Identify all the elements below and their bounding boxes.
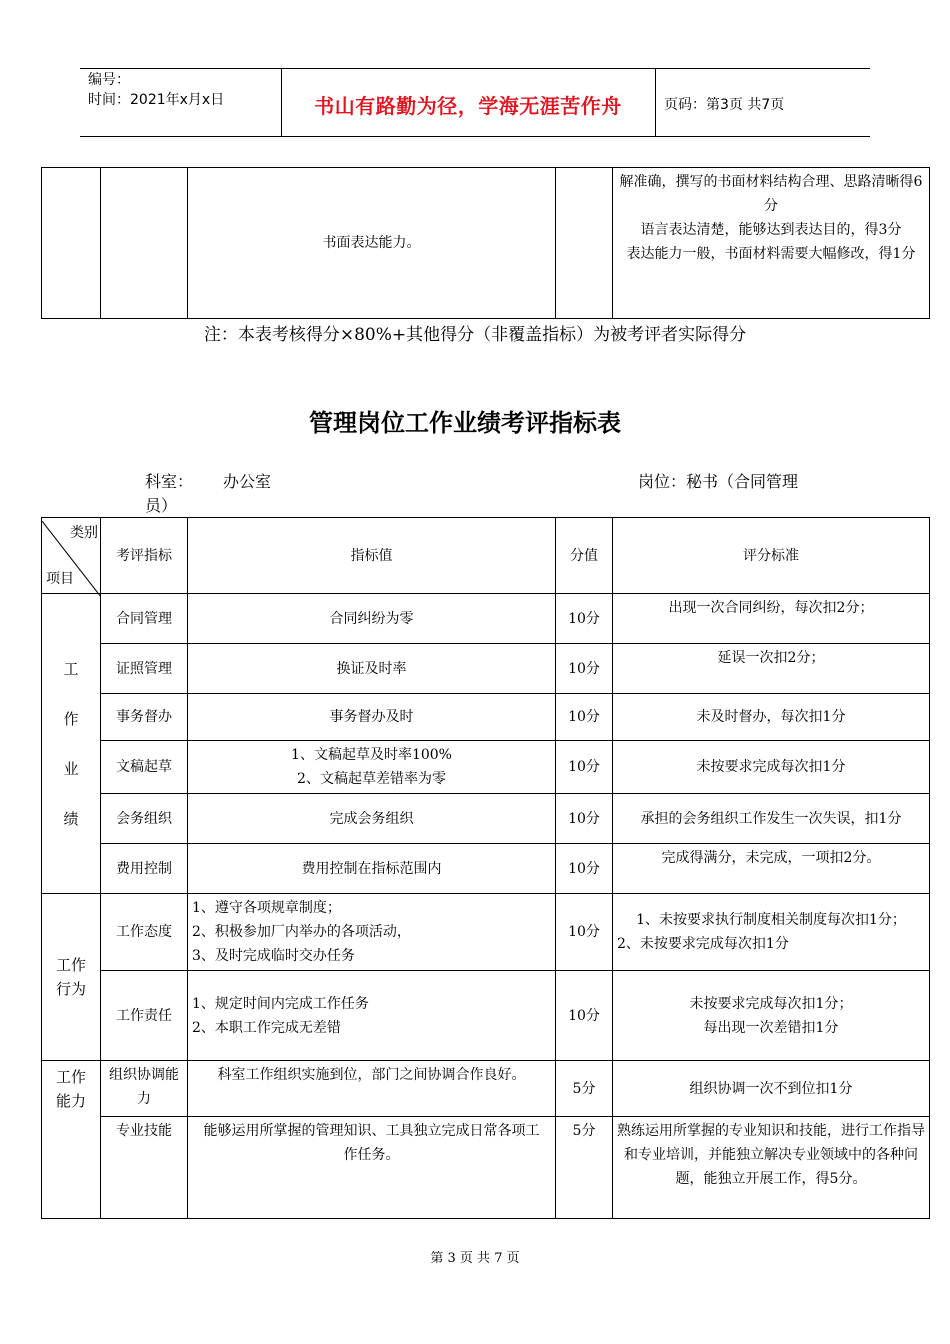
group-char: 作	[63, 709, 79, 728]
row-criteria: 承担的会务组织工作发生一次失误，扣1分	[613, 794, 930, 844]
header-score: 分值	[556, 518, 613, 594]
time-label: 时间：2021年x月x日	[88, 92, 225, 108]
header-motto: 书山有路勤为径，学海无涯苦作舟	[314, 94, 622, 118]
row-score: 10分	[556, 694, 613, 741]
row-value: 合同纠纷为零	[188, 594, 556, 644]
row-name: 合同管理	[101, 594, 188, 644]
row-criteria	[613, 894, 930, 971]
row-score: 10分	[556, 844, 613, 894]
row-criteria-line: 每出现一次差错扣1分	[703, 1019, 839, 1036]
prev-cell-empty-3	[556, 168, 613, 319]
row-criteria: 出现一次合同纠纷，每次扣2分；	[613, 594, 930, 644]
row-value-line: 1、规定时间内完成工作任务	[192, 995, 369, 1012]
table-row	[42, 971, 930, 1061]
diag-header-cell	[42, 518, 101, 594]
row-name: 文稿起草	[101, 741, 188, 794]
note: 注：本表考核得分×80%+其他得分（非覆盖指标）为被考评者实际得分	[203, 325, 747, 345]
row-criteria-line: 1、未按要求执行制度相关制度每次扣1分；	[636, 912, 906, 928]
row-value: 费用控制在指标范围内	[188, 844, 556, 894]
table-row	[42, 894, 930, 971]
table-row	[42, 594, 930, 644]
row-value-line: 2、文稿起草差错率为零	[297, 771, 446, 787]
row-criteria: 延误一次扣2分；	[613, 644, 930, 694]
row-value-line: 1、遵守各项规章制度；	[192, 900, 341, 916]
table-row	[42, 794, 930, 844]
header-indicator: 考评指标	[101, 518, 188, 594]
assessment-table	[41, 517, 930, 1219]
prev-indicator: 书面表达能力。	[188, 168, 556, 319]
row-name: 组织协调能力	[101, 1061, 188, 1117]
prev-criteria-line: 解准确，撰写的书面材料结构合理、思路清晰得6分	[619, 174, 923, 214]
dept-value: 办公室	[223, 472, 272, 491]
group-char: 业	[63, 759, 79, 778]
row-score: 5分	[556, 1117, 613, 1219]
row-criteria	[613, 971, 930, 1061]
group-char: 工	[63, 659, 79, 678]
header-value: 指标值	[188, 518, 556, 594]
dept-label: 科室：	[145, 472, 194, 491]
row-criteria-line: 2、未按要求完成每次扣1分	[617, 936, 789, 952]
row-value	[188, 894, 556, 971]
row-value	[188, 741, 556, 794]
table-row	[42, 1061, 930, 1117]
row-value-line: 2、积极参加厂内举办的各项活动，	[192, 924, 411, 940]
table-header-row	[42, 518, 930, 594]
row-criteria: 组织协调一次不到位扣1分	[613, 1061, 930, 1117]
row-value	[188, 971, 556, 1061]
table-row	[42, 844, 930, 894]
row-value-line: 2、本职工作完成无差错	[192, 1019, 341, 1036]
table-row	[42, 644, 930, 694]
header-item: 项目	[46, 570, 74, 587]
row-name: 证照管理	[101, 644, 188, 694]
row-value: 科室工作组织实施到位，部门之间协调合作良好。	[188, 1061, 556, 1117]
row-value: 能够运用所掌握的管理知识、工具独立完成日常各项工作任务。	[188, 1117, 556, 1219]
dept-info	[145, 470, 271, 518]
row-name: 工作态度	[101, 894, 188, 971]
group-ability: 工作能力	[42, 1061, 101, 1219]
prev-table	[41, 167, 930, 319]
table-row	[42, 1117, 930, 1219]
prev-cell-empty-1	[42, 168, 101, 319]
row-criteria: 未按要求完成每次扣1分	[613, 741, 930, 794]
row-score: 10分	[556, 741, 613, 794]
row-value: 换证及时率	[188, 644, 556, 694]
header-divider-2	[655, 69, 656, 136]
row-name: 会务组织	[101, 794, 188, 844]
header-criteria: 评分标准	[613, 518, 930, 594]
row-value-line: 1、文稿起草及时率100%	[291, 747, 452, 763]
prev-criteria-line: 语言表达清楚，能够达到表达目的，得3分	[640, 222, 902, 238]
row-name: 工作责任	[101, 971, 188, 1061]
prev-cell-empty-2	[101, 168, 188, 319]
page-title: 管理岗位工作业绩考评指标表	[309, 408, 621, 437]
row-criteria: 完成得满分，未完成，一项扣2分。	[613, 844, 930, 894]
row-score: 10分	[556, 894, 613, 971]
header-divider-1	[281, 69, 282, 136]
row-criteria: 熟练运用所掌握的专业知识和技能，进行工作指导和专业培训，并能独立解决专业领域中的各种问题，能独立开展工作，得5分。	[613, 1117, 930, 1219]
group-char: 绩	[63, 809, 79, 828]
row-name: 事务督办	[101, 694, 188, 741]
table-row	[42, 741, 930, 794]
header-page-label: 页码：第3页 共7页	[664, 97, 785, 113]
table-row	[42, 694, 930, 741]
row-name: 专业技能	[101, 1117, 188, 1219]
dept-suffix: 员）	[145, 496, 178, 515]
row-score: 10分	[556, 644, 613, 694]
row-score: 10分	[556, 594, 613, 644]
row-value: 事务督办及时	[188, 694, 556, 741]
number-label: 编号：	[88, 72, 130, 88]
group-performance	[42, 594, 101, 894]
row-criteria-line: 未按要求完成每次扣1分；	[689, 995, 853, 1012]
header-top-rule	[80, 68, 870, 69]
prev-criteria-line: 表达能力一般，书面材料需要大幅修改，得1分	[626, 246, 916, 262]
group-behavior: 工作行为	[42, 894, 101, 1061]
page-footer: 第 3 页 共 7 页	[430, 1251, 520, 1266]
row-criteria: 未及时督办，每次扣1分	[613, 694, 930, 741]
position-label: 岗位：秘书（合同管理	[638, 472, 799, 491]
row-value: 完成会务组织	[188, 794, 556, 844]
header-bottom-rule	[80, 136, 870, 137]
row-score: 5分	[556, 1061, 613, 1117]
header-category: 类别	[70, 524, 98, 541]
row-name: 费用控制	[101, 844, 188, 894]
header-meta	[88, 70, 224, 110]
prev-criteria	[613, 168, 930, 319]
row-score: 10分	[556, 971, 613, 1061]
row-value-line: 3、及时完成临时交办任务	[192, 948, 355, 964]
row-score: 10分	[556, 794, 613, 844]
